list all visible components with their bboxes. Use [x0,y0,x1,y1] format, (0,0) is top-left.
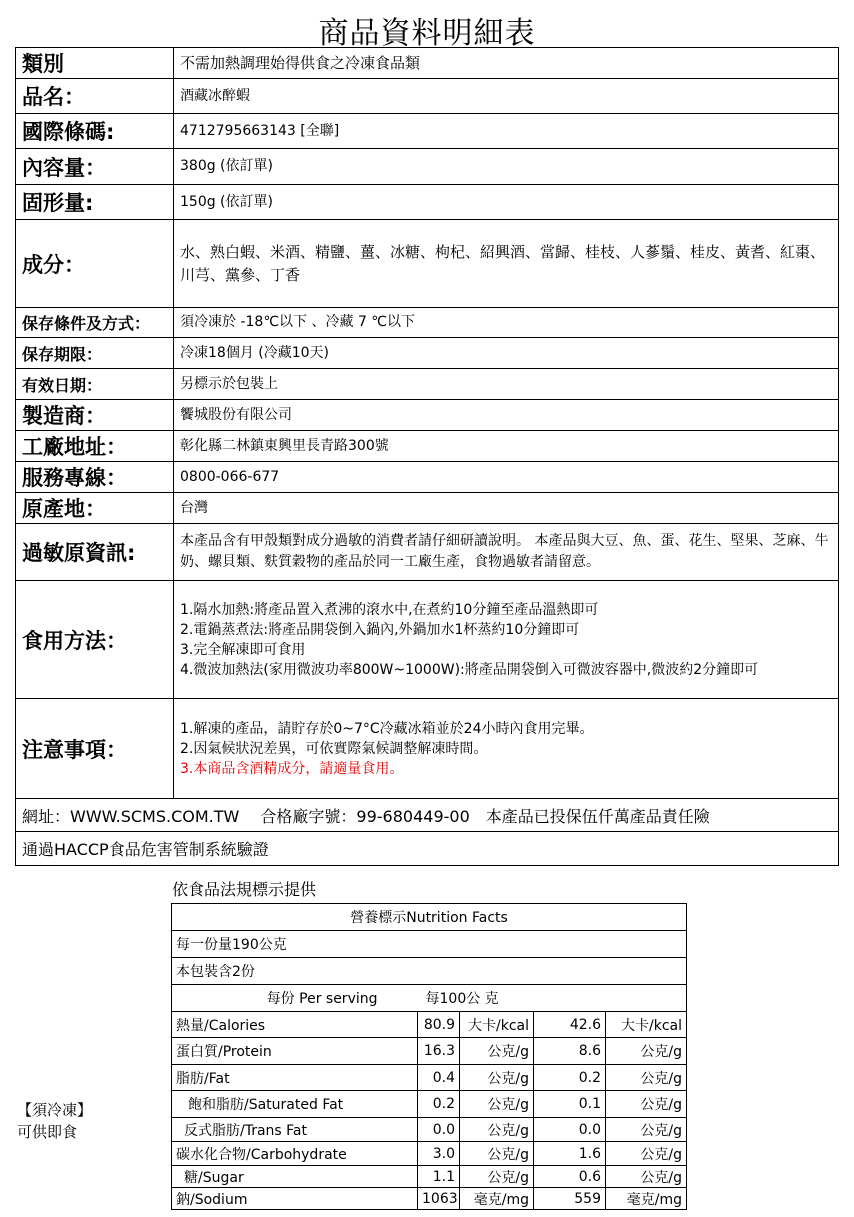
per-serving-value: 0.4 [418,1065,460,1091]
nutrition-title: 營養標示Nutrition Facts [172,904,687,931]
spec-row-allergen [16,524,839,581]
spec-key: 原產地： [16,493,174,524]
per-serving-unit: 公克/g [460,1038,534,1065]
spec-key: 國際條碼: [16,114,174,149]
per-serving-value: 80.9 [418,1012,460,1038]
per-serving-unit: 公克/g [460,1166,534,1188]
footer-row-haccp [16,832,839,866]
nutrition-row [172,1166,687,1188]
usage-line: 1.隔水加熱:將產品置入煮沸的滾水中,在煮約10分鐘至產品溫熱即可 [180,601,599,618]
nutrition-rows [172,1012,687,1210]
spec-row-origin [16,493,839,524]
spec-key: 注意事項： [16,699,174,799]
servings-row [172,958,687,985]
per-serving-unit: 大卡/kcal [460,1012,534,1038]
spec-value: 不需加熱調理始得供食之冷凍食品類 [174,48,839,79]
spec-row-ingredients [16,220,839,308]
spec-value: 須冷凍於 -18℃以下 、冷藏 7 ℃以下 [174,308,839,338]
per-serving-value: 16.3 [418,1038,460,1065]
spec-key: 固形量: [16,185,174,220]
per-100g-unit: 公克/g [606,1142,687,1166]
serving-size: 每一份量190公克 [172,931,687,958]
spec-value-list [174,699,839,799]
nutrition-row [172,1118,687,1142]
nutrition-row [172,1012,687,1038]
footer-row-website [16,799,839,832]
usage-line: 4.微波加熱法(家用微波功率800W~1000W):將產品開袋倒入可微波容器中,微波約2分鐘即可 [180,661,759,678]
per-serving-header: 每份 Per serving [172,985,418,1012]
spec-row-solid-content [16,185,839,220]
per-100g-value: 0.1 [534,1091,606,1118]
spec-key: 工廠地址： [16,431,174,462]
nutrition-row [172,1142,687,1166]
nutrient-name: 糖/Sugar [172,1166,418,1188]
nutrition-row [172,1188,687,1210]
spec-key: 服務專線： [16,462,174,493]
nutrition-row [172,1091,687,1118]
per-100g-unit: 公克/g [606,1038,687,1065]
nutrition-facts-table [171,903,687,1210]
spec-row-manufacturer [16,400,839,431]
spec-key: 過敏原資訊: [16,524,174,581]
per-serving-unit: 毫克/mg [460,1188,534,1210]
per-100g-unit: 公克/g [606,1065,687,1091]
spec-row-factory-address [16,431,839,462]
spec-key: 品名： [16,79,174,114]
nutrient-name: 鈉/Sodium [172,1188,418,1210]
spec-key: 製造商： [16,400,174,431]
spec-key: 食用方法： [16,581,174,699]
per-serving-value: 3.0 [418,1142,460,1166]
spec-key: 保存期限： [16,338,174,369]
nutrient-name: 脂肪/Fat [172,1065,418,1091]
spec-key: 保存條件及方式： [16,308,174,338]
per-100g-value: 8.6 [534,1038,606,1065]
per-serving-unit: 公克/g [460,1118,534,1142]
spec-row-usage [16,581,839,699]
per-100g-unit: 毫克/mg [606,1188,687,1210]
spec-row-storage [16,308,839,338]
frozen-label: 【須冷凍】 [17,1101,93,1119]
per-100g-value: 0.2 [534,1065,606,1091]
spec-value: 4712795663143 [全聯] [174,114,839,149]
spec-value: 本產品含有甲殼類對成分過敏的消費者請仔細研讀說明。 本產品與大豆、魚、蛋、花生、堅果、芝麻、牛奶、螺貝類、麩質穀物的產品於同一工廠生產，食物過敏者請留意。 [174,524,839,581]
storage-side-note [17,1099,92,1143]
nutrient-name: 蛋白質/Protein [172,1038,418,1065]
per-100g-value: 1.6 [534,1142,606,1166]
ready-to-eat-label: 可供即食 [17,1123,78,1141]
spec-key: 內容量： [16,149,174,185]
per-serving-value: 1063 [418,1188,460,1210]
per-100g-value: 0.0 [534,1118,606,1142]
serving-size-row [172,931,687,958]
spec-row-expiry [16,369,839,400]
page-title: 商品資料明細表 [318,16,536,51]
per-100g-unit: 公克/g [606,1091,687,1118]
usage-line: 3.完全解凍即可食用 [180,641,306,658]
per-serving-value: 1.1 [418,1166,460,1188]
usage-line: 2.電鍋蒸煮法:將產品開袋倒入鍋內,外鍋加水1杯蒸約10分鐘即可 [180,621,580,638]
nutrient-name: 熱量/Calories [172,1012,418,1038]
spec-row-net-content [16,149,839,185]
spec-value: 另標示於包裝上 [174,369,839,400]
per-serving-unit: 公克/g [460,1091,534,1118]
per-100g-value: 0.6 [534,1166,606,1188]
nutrient-name: 反式脂肪/Trans Fat [172,1118,418,1142]
spec-value-list [174,581,839,699]
per-serving-value: 0.2 [418,1091,460,1118]
spec-value: 水、熟白蝦、米酒、精鹽、薑、冰糖、枸杞、紹興酒、當歸、桂枝、人蔘鬚、桂皮、黃耆、紅棗、川芎、黨參、丁香 [174,220,839,308]
spec-row-category [16,48,839,79]
spec-value: 冷凍18個月 (冷藏10天) [174,338,839,369]
spec-key: 類別 [16,48,174,79]
product-spec-table [15,47,839,866]
per-100g-value: 42.6 [534,1012,606,1038]
nutrition-row [172,1065,687,1091]
spec-row-notes [16,699,839,799]
spec-value: 台灣 [174,493,839,524]
per-serving-unit: 公克/g [460,1065,534,1091]
spec-value: 380g (依訂單) [174,149,839,185]
spec-value: 酒藏冰醉蝦 [174,79,839,114]
spec-value: 0800-066-677 [174,462,839,493]
regulation-note: 依食品法規標示提供 [172,880,317,899]
alcohol-warning: 3.本商品含酒精成分，請適量食用。 [180,760,404,777]
per-100g-value: 559 [534,1188,606,1210]
note-line: 1.解凍的產品，請貯存於0~7°C冷藏冰箱並於24小時內食用完畢。 [180,720,594,737]
per-100g-unit: 大卡/kcal [606,1012,687,1038]
nutrient-name: 飽和脂肪/Saturated Fat [172,1091,418,1118]
website-and-license: 網址：WWW.SCMS.COM.TW 合格廠字號：99-680449-00 本產品已投保伍仟萬產品責任險 [16,799,839,832]
haccp-certification: 通過HACCP食品危害管制系統驗證 [16,832,839,866]
nutrition-title-row [172,904,687,931]
nutrition-header-row [172,985,687,1012]
per-serving-value: 0.0 [418,1118,460,1142]
spec-row-barcode [16,114,839,149]
nutrition-row [172,1038,687,1065]
spec-row-shelf-life [16,338,839,369]
spec-value: 彰化縣二林鎮東興里長青路300號 [174,431,839,462]
spec-value: 150g (依訂單) [174,185,839,220]
spec-key: 成分： [16,220,174,308]
note-line: 2.因氣候狀況差異，可依實際氣候調整解凍時間。 [180,740,488,757]
per-100g-unit: 公克/g [606,1166,687,1188]
servings-per-package: 本包裝含2份 [172,958,687,985]
spec-key: 有效日期： [16,369,174,400]
per-100g-unit: 公克/g [606,1118,687,1142]
nutrient-name: 碳水化合物/Carbohydrate [172,1142,418,1166]
spec-value: 饗城股份有限公司 [174,400,839,431]
per-100g-header: 每100公 克 [418,985,687,1012]
per-serving-unit: 公克/g [460,1142,534,1166]
spec-row-product-name [16,79,839,114]
spec-row-service-line [16,462,839,493]
